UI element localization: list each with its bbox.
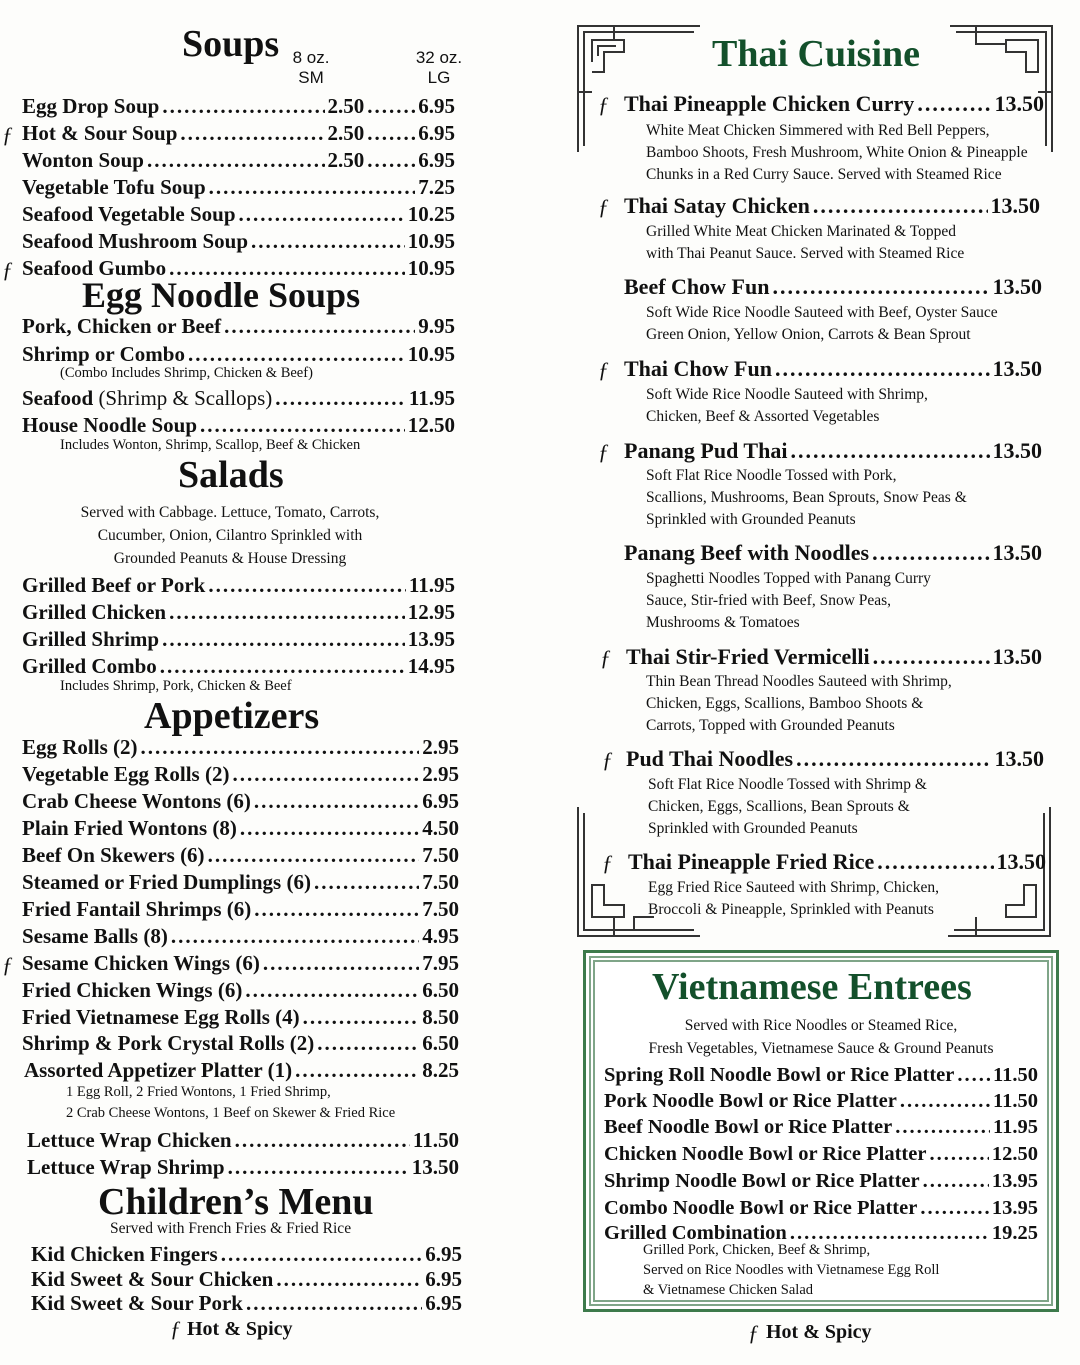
hot-spicy-legend: Hot & Spicy — [766, 1321, 872, 1343]
item-desc: Sprinkled with Grounded Peanuts — [646, 511, 856, 528]
menu-item: Seafood Gumbo ..... 10.95 — [22, 258, 455, 279]
item-note: Includes Shrimp, Pork, Chicken & Beef — [60, 678, 292, 694]
hot-spicy-icon: ƒ — [598, 357, 609, 382]
item-desc: Egg Fried Rice Sauteed with Shrimp, Chicken, — [648, 879, 940, 896]
size-sm-oz: 8 oz. — [292, 48, 330, 67]
salads-desc-3: Grounded Peanuts & House Dressing — [113, 550, 347, 567]
menu-item: Pud Thai Noodles ..... 13.50 — [626, 748, 1044, 770]
right-column — [540, 0, 1080, 1365]
salads-title: Salads — [178, 454, 284, 496]
menu-item: Kid Sweet & Sour Pork ..... 6.95 — [31, 1293, 462, 1314]
menu-item: Seafood (Shrimp & Scallops) ..... 11.95 — [22, 388, 455, 409]
item-desc: Soft Wide Rice Noodle Sauteed with Shrimp, — [646, 386, 928, 403]
item-desc: with Thai Peanut Sauce. Served with Steamed Rice — [646, 245, 965, 262]
menu-item: Lettuce Wrap Shrimp ..... 13.50 — [27, 1157, 459, 1178]
menu-item: Beef Chow Fun ..... 13.50 — [624, 276, 1042, 298]
menu-item: Spring Roll Noodle Bowl or Rice Platter ..... 11.50 — [604, 1065, 1038, 1086]
menu-item: Seafood Mushroom Soup ..... 10.95 — [22, 231, 455, 252]
menu-item: Fried Vietnamese Egg Rolls (4) ..... 8.50 — [22, 1007, 459, 1028]
menu-item: Sesame Balls (8) ..... 4.95 — [22, 926, 459, 947]
vietnamese-entrees-box — [583, 950, 1059, 1312]
hot-spicy-icon: ƒ — [170, 1316, 181, 1341]
salads-desc-1: Served with Cabbage. Lettuce, Tomato, Carrots, — [80, 504, 380, 521]
item-desc: Thin Bean Thread Noodles Sauteed with Shrimp, — [646, 673, 952, 690]
menu-item: Thai Chow Fun ..... 13.50 — [624, 358, 1042, 380]
menu-item: Kid Chicken Fingers ..... 6.95 — [31, 1244, 462, 1265]
item-desc: Chicken, Eggs, Scallions, Bean Sprouts & — [648, 798, 910, 815]
menu-item: Pork Noodle Bowl or Rice Platter ..... 11.50 — [604, 1091, 1038, 1112]
menu-item: Combo Noodle Bowl or Rice Platter ..... 13.95 — [604, 1198, 1038, 1219]
children-desc: Served with French Fries & Fried Rice — [110, 1220, 352, 1237]
menu-item: Grilled Shrimp ..... 13.95 — [22, 629, 455, 650]
menu-item: Thai Satay Chicken ..... 13.50 — [624, 195, 1040, 217]
hot-spicy-icon: ƒ — [602, 850, 613, 875]
item-desc: Green Onion, Yellow Onion, Carrots & Bean Sprout — [646, 326, 971, 343]
hot-spicy-legend: Hot & Spicy — [187, 1318, 293, 1340]
item-desc: Sprinkled with Grounded Peanuts — [648, 820, 858, 837]
egg-noodle-title: Egg Noodle Soups — [82, 275, 361, 315]
thai-title: Thai Cuisine — [712, 33, 921, 75]
hot-spicy-icon: ƒ — [2, 952, 13, 977]
menu-item: Grilled Combination ..... 19.25 — [604, 1223, 1038, 1244]
menu-item: Beef Noodle Bowl or Rice Platter ..... 11.95 — [604, 1117, 1038, 1138]
menu-item: Lettuce Wrap Chicken ..... 11.50 — [27, 1130, 459, 1151]
menu-item: Grilled Chicken ..... 12.95 — [22, 602, 455, 623]
menu-item: Chicken Noodle Bowl or Rice Platter ..... 12.50 — [604, 1144, 1038, 1165]
menu-item: Shrimp Noodle Bowl or Rice Platter ..... 13.95 — [604, 1171, 1038, 1192]
menu-item: Wonton Soup ..... 2.50 ..... 6.95 — [22, 150, 455, 171]
combo-desc-1: Grilled Pork, Chicken, Beef & Shrimp, — [643, 1242, 871, 1258]
menu-item: Panang Beef with Noodles ..... 13.50 — [624, 542, 1042, 564]
menu-item: Kid Sweet & Sour Chicken ..... 6.95 — [31, 1269, 462, 1290]
children-title: Children’s Menu — [98, 1181, 374, 1223]
item-note: (Combo Includes Shrimp, Chicken & Beef) — [60, 365, 313, 381]
menu-item: Assorted Appetizer Platter (1) ..... 8.25 — [24, 1060, 459, 1081]
item-desc: White Meat Chicken Simmered with Red Bell Peppers, — [646, 122, 990, 139]
menu-item: Sesame Chicken Wings (6) ..... 7.95 — [22, 953, 459, 974]
platter-note-1: 1 Egg Roll, 2 Fried Wontons, 1 Fried Shrimp, — [66, 1084, 331, 1100]
hot-spicy-icon: ƒ — [2, 122, 13, 147]
soups-title: Soups — [182, 23, 280, 65]
menu-item: Panang Pud Thai ..... 13.50 — [624, 440, 1042, 462]
size-lg-label: LG — [427, 68, 451, 87]
size-sm-label: SM — [298, 68, 324, 87]
menu-item: Fried Fantail Shrimps (6) ..... 7.50 — [22, 899, 459, 920]
hot-spicy-icon: ƒ — [598, 92, 609, 117]
viet-desc-1: Served with Rice Noodles or Steamed Rice, — [684, 1017, 958, 1034]
menu-item: Steamed or Fried Dumplings (6) ..... 7.50 — [22, 872, 459, 893]
size-sm-header — [286, 48, 336, 88]
item-desc: Soft Flat Rice Noodle Tossed with Shrimp & — [648, 776, 927, 793]
item-desc: Scallions, Mushrooms, Bean Sprouts, Snow Peas & — [646, 489, 967, 506]
menu-item: Shrimp or Combo ..... 10.95 — [22, 344, 455, 365]
menu-item: Thai Stir-Fried Vermicelli ..... 13.50 — [626, 646, 1042, 668]
size-lg-header — [408, 48, 470, 88]
combo-desc-3: & Vietnamese Chicken Salad — [643, 1282, 813, 1298]
item-desc: Chicken, Beef & Assorted Vegetables — [646, 408, 880, 425]
viet-desc-2: Fresh Vegetables, Vietnamese Sauce & Ground Peanuts — [648, 1040, 994, 1057]
size-lg-oz: 32 oz. — [415, 48, 463, 67]
item-desc: Carrots, Topped with Grounded Peanuts — [646, 717, 895, 734]
hot-spicy-icon: ƒ — [602, 747, 613, 772]
menu-item: Egg Drop Soup ..... 2.50 ..... 6.95 — [22, 96, 455, 117]
hot-spicy-icon: ƒ — [600, 645, 611, 670]
menu-item: Thai Pineapple Chicken Curry ..... 13.50 — [624, 93, 1044, 115]
menu-item: Shrimp & Pork Crystal Rolls (2) ..... 6.50 — [22, 1033, 459, 1054]
menu-item: Egg Rolls (2) ..... 2.95 — [22, 737, 459, 758]
platter-note-2: 2 Crab Cheese Wontons, 1 Beef on Skewer & Fried Rice — [66, 1105, 396, 1121]
item-desc: Soft Wide Rice Noodle Sauteed with Beef, Oyster Sauce — [646, 304, 998, 321]
menu-item: House Noodle Soup ..... 12.50 — [22, 415, 455, 436]
item-desc: Broccoli & Pineapple, Sprinkled with Peanuts — [648, 901, 934, 918]
menu-item: Plain Fried Wontons (8) ..... 4.50 — [22, 818, 459, 839]
hot-spicy-icon: ƒ — [748, 1320, 759, 1345]
item-desc: Sauce, Stir-fried with Beef, Snow Peas, — [646, 592, 892, 609]
hot-spicy-icon: ƒ — [598, 439, 609, 464]
item-desc: Grilled White Meat Chicken Marinated & Topped — [646, 223, 956, 240]
item-desc: Chicken, Eggs, Scallions, Bamboo Shoots & — [646, 695, 924, 712]
combo-desc-2: Served on Rice Noodles with Vietnamese Egg Roll — [643, 1262, 940, 1278]
menu-item: Crab Cheese Wontons (6) ..... 6.95 — [22, 791, 459, 812]
item-desc: Bamboo Shoots, Fresh Mushroom, White Onion & Pineapple — [646, 144, 1028, 161]
menu-item: Thai Pineapple Fried Rice ..... 13.50 — [628, 851, 1046, 873]
menu-item: Beef On Skewers (6) ..... 7.50 — [22, 845, 459, 866]
menu-item: Seafood Vegetable Soup ..... 10.25 — [22, 204, 455, 225]
menu-item: Fried Chicken Wings (6) ..... 6.50 — [22, 980, 459, 1001]
item-desc: Spaghetti Noodles Topped with Panang Curry — [646, 570, 931, 587]
menu-item: Pork, Chicken or Beef ..... 9.95 — [22, 316, 455, 337]
item-note: Includes Wonton, Shrimp, Scallop, Beef & Chicken — [60, 437, 361, 453]
hot-spicy-icon: ƒ — [598, 194, 609, 219]
item-desc: Soft Flat Rice Noodle Tossed with Pork, — [646, 467, 897, 484]
salads-desc-2: Cucumber, Onion, Cilantro Sprinkled with — [97, 527, 363, 544]
item-desc: Mushrooms & Tomatoes — [646, 614, 800, 631]
vietnamese-title: Vietnamese Entrees — [652, 966, 972, 1008]
appetizers-title: Appetizers — [144, 695, 320, 737]
menu-item: Vegetable Egg Rolls (2) ..... 2.95 — [22, 764, 459, 785]
menu-item: Vegetable Tofu Soup ..... 7.25 — [22, 177, 455, 198]
menu-item: Grilled Combo ..... 14.95 — [22, 656, 455, 677]
item-desc: Chunks in a Red Curry Sauce. Served with Steamed Rice — [646, 166, 1002, 183]
menu-item: Grilled Beef or Pork ..... 11.95 — [22, 575, 455, 596]
menu-item: Hot & Sour Soup ..... 2.50 ..... 6.95 — [22, 123, 455, 144]
hot-spicy-icon: ƒ — [2, 257, 13, 282]
